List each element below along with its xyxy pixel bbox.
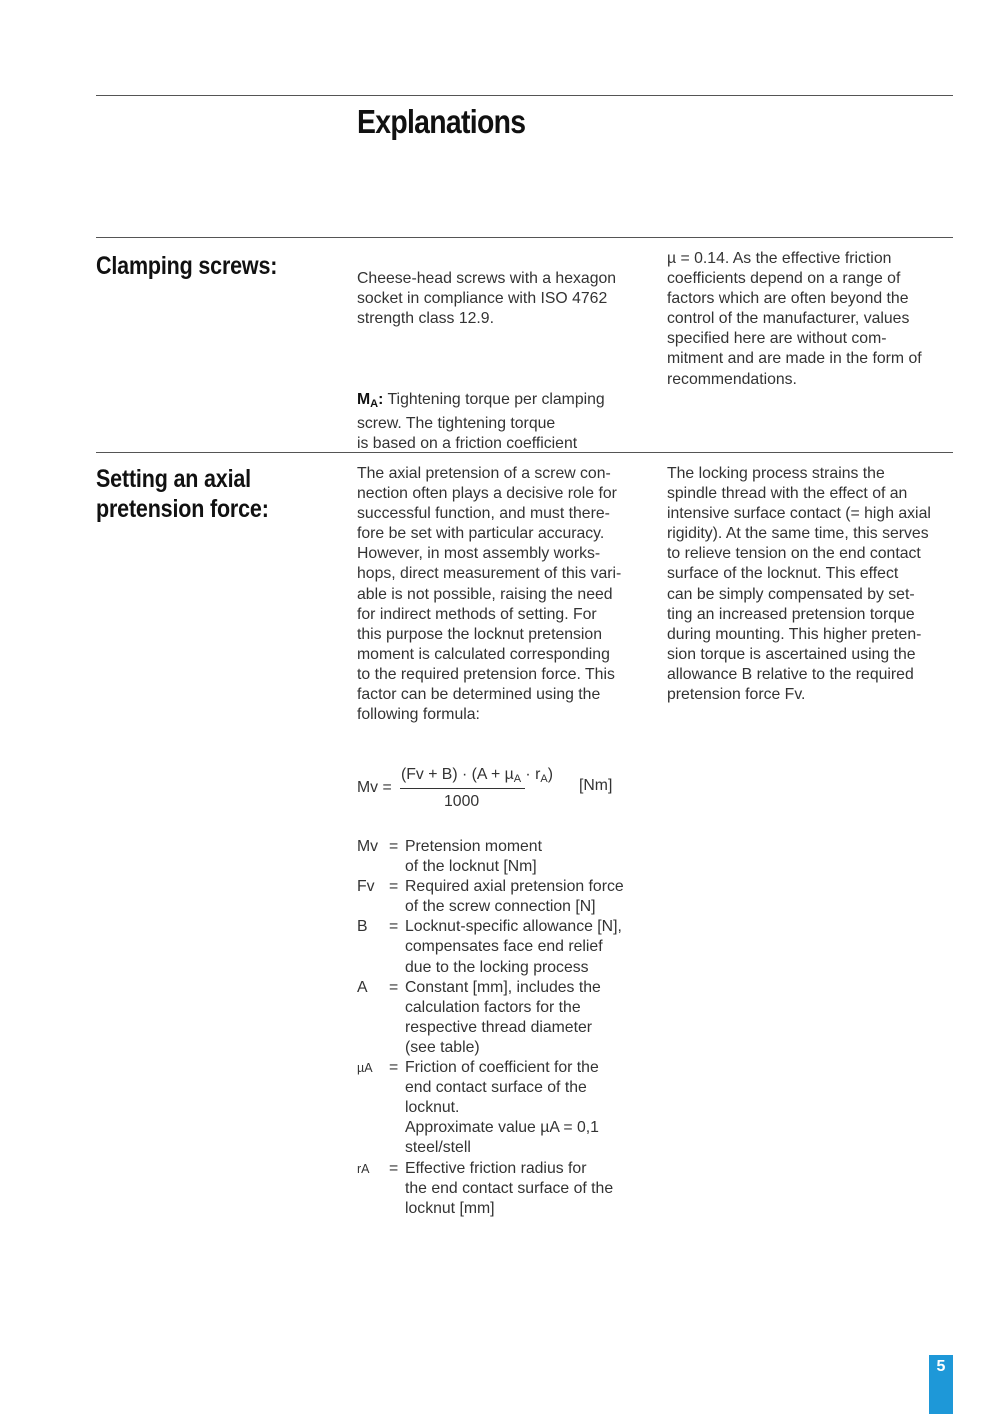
legend-description: Locknut-specific allowance [N], compensates face end relief due to the locking process [405,918,622,976]
clamping-para-1: Cheese-head screws with a hexagon socket in compliance with ISO 4762 strength class 12.9. [357,270,617,328]
formula-denominator: 1000 [444,793,480,810]
legend-symbol: Mv [357,838,379,855]
clamping-column-2: µ = 0.14. As the effective friction coefficients depend on a range of factors which are often beyond the control of the manufacturer, values specified here are without com- mitment and are made in the form of recommendations. [667,250,922,388]
legend-equals: = [389,918,399,936]
legend-description: Constant [mm], includes the calculation factors for the respective thread diameter (see table) [405,978,601,1056]
pretension-heading [96,464,269,524]
clamping-column-1 [357,249,652,474]
legend-item [357,1159,657,1219]
legend-equals: = [389,1159,399,1177]
formula-legend [357,837,657,1219]
pretension-column-2: The locking process strains the spindle thread with the effect of an intensive surface contact (= high axial rigidity). At the same time, this serves to relieve tension on the end contact surface of the locknut. This effect can be simply compensated by set- ting an increased pretension torque during mounting. This higher preten- sion torque is ascertained using the allowance B relative to the required pretension force Fv. [667,465,931,704]
fraction-bar [400,788,525,789]
legend-symbol: Fv [357,878,375,896]
clamping-para-2 [357,390,652,454]
legend-equals: = [389,878,399,896]
legend-description: Effective friction radius for the end contact surface of the locknut [mm] [405,1159,614,1217]
legend-description: Pretension moment of the locknut [Nm] [405,838,542,876]
legend-item [357,978,657,1058]
ma-symbol: $M_A$: [357,390,384,410]
legend-symbol: µA [357,1061,373,1076]
formula-numerator: $(Fv + B) \cdot (A + \mu_A \cdot r_A)$ [401,766,553,785]
legend-item [357,1058,657,1158]
legend-symbol: B [357,918,368,936]
legend-equals: = [389,838,399,855]
pretension-section-rule [96,452,953,453]
page-title: Explanations [357,103,526,140]
legend-item [357,837,657,877]
ma-description: Tightening torque per clamping screw. The tightening torque is based on a friction coefficient [357,390,605,452]
pretension-column-1: The axial pretension of a screw con- nection often plays a decisive role for successful function, and must there- fore be set with particular accuracy. However, in most assembly works- hops, direct measurement of this vari- able is not possible, raising the need for indirect methods of setting. For this purpose the locknut pretension moment is calculated corresponding to the required pretension force. This factor can be determined using the following formula: [357,465,622,724]
page-number: 5 [929,1355,953,1414]
legend-item [357,917,657,977]
formula-lhs: Mv = [357,779,392,796]
legend-item [357,877,657,917]
top-rule [96,95,953,96]
legend-symbol: A [357,978,368,996]
legend-symbol: rA [357,1161,370,1176]
pretension-heading-line-1: Setting an axial [96,465,251,493]
clamping-heading: Clamping screws: [96,252,278,280]
formula-unit: [Nm] [579,777,613,794]
legend-equals: = [389,978,399,996]
pretension-heading-line-2: pretension force: [96,495,269,523]
legend-description: Friction of coefficient for the end contact surface of the locknut. Approximate value µA = 0,1 steel/stell [405,1059,599,1157]
legend-equals: = [389,1059,399,1077]
legend-description: Required axial pretension force of the screw connection [N] [405,878,624,916]
clamping-section-rule [96,237,953,238]
